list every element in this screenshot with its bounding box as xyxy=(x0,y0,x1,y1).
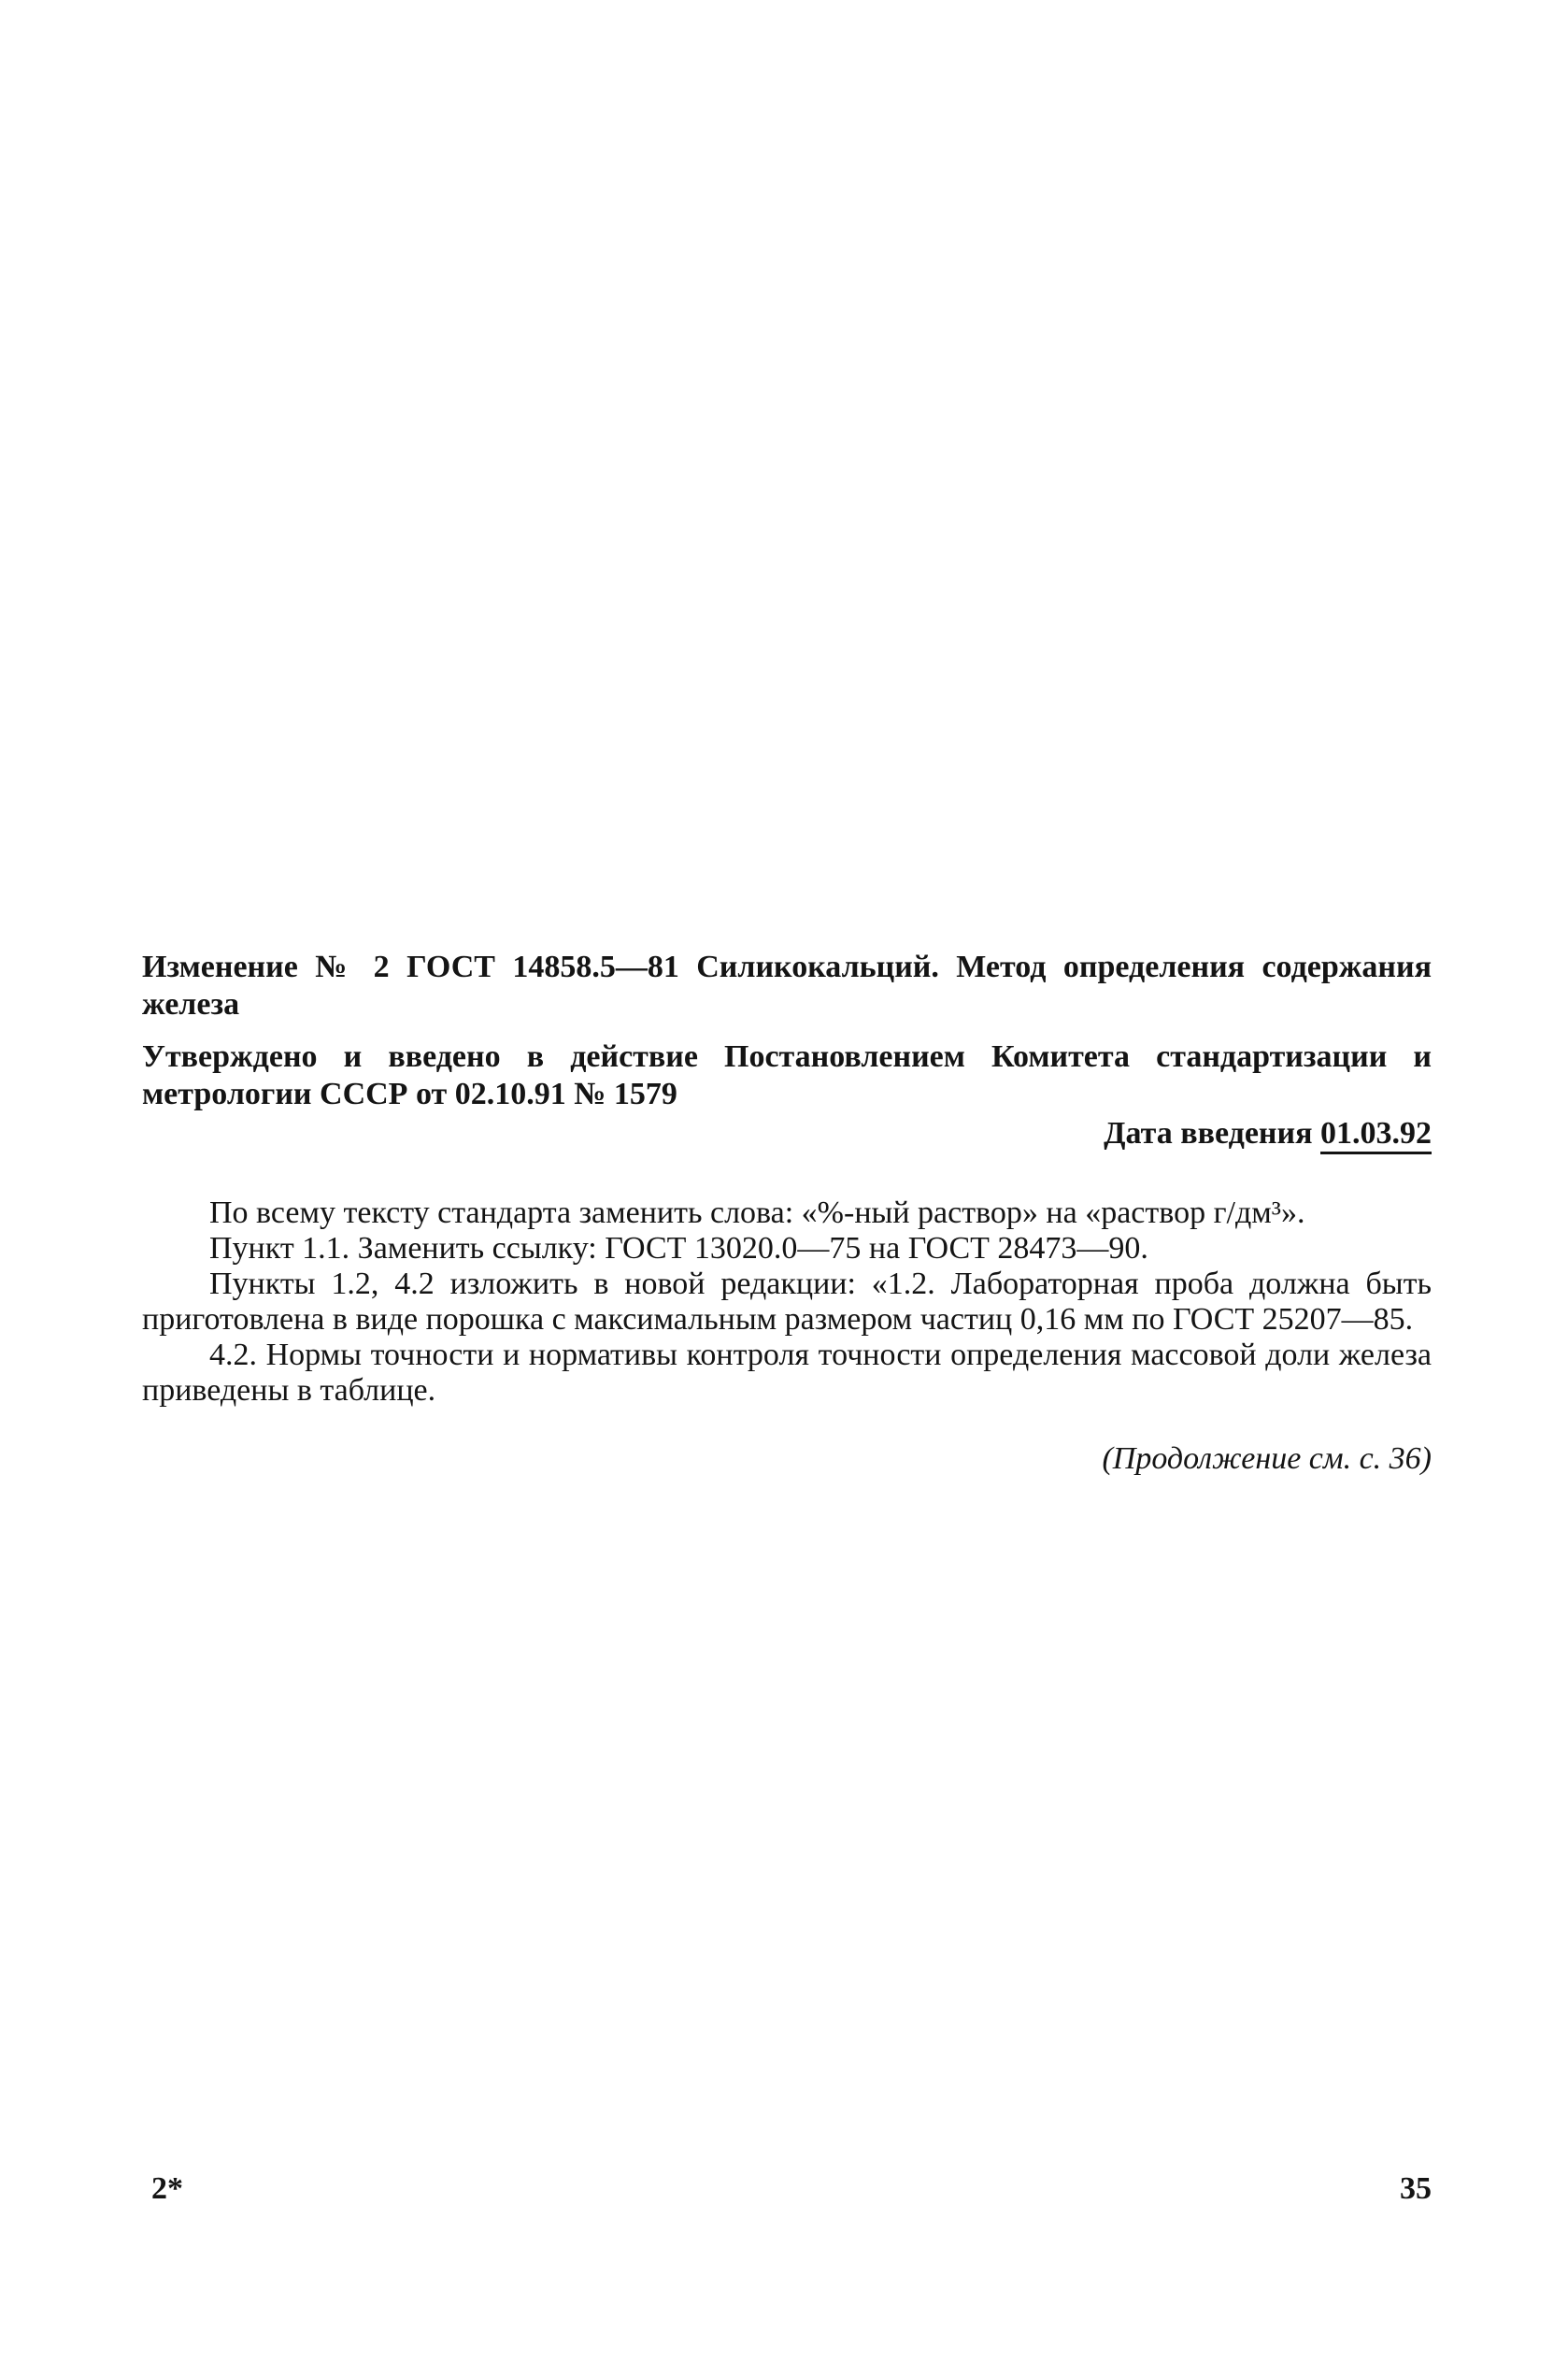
effective-date-value: 01.03.92 xyxy=(1320,1116,1432,1154)
paragraph: Пункт 1.1. Заменить ссылку: ГОСТ 13020.0—75 на ГОСТ 28473—90. xyxy=(209,1231,1148,1266)
paragraph: Пункты 1.2, 4.2 изложить в новой редакции: «1.2. Лабораторная проба должна быть приготовлена в виде порошка с максимальным размером частиц 0,16 мм по ГОСТ 25207—85. xyxy=(142,1267,1432,1337)
signature-mark: 2* xyxy=(151,2171,183,2206)
page-number: 35 xyxy=(1400,2171,1432,2206)
approval-statement: Утверждено и введено в действие Постановлением Комитета стандартизации и метрологии СССР от 02.10.91 № 1579 xyxy=(142,1039,1432,1111)
effective-date xyxy=(142,1115,1432,1154)
paragraph: По всему тексту стандарта заменить слова: «%-ный раствор» на «раствор г/дм³». xyxy=(209,1195,1305,1230)
amendment-body xyxy=(142,1195,1432,1409)
effective-date-label: Дата введения xyxy=(1104,1116,1313,1151)
amendment-title: Изменение № 2 ГОСТ 14858.5—81 Силикокальций. Метод определения содержания железа xyxy=(142,950,1432,1022)
continuation-note: (Продолжение см. с. 36) xyxy=(1102,1441,1432,1476)
document-content xyxy=(142,949,1432,1478)
paragraph: 4.2. Нормы точности и нормативы контроля точности определения массовой доли железа приведены в таблице. xyxy=(142,1338,1432,1408)
